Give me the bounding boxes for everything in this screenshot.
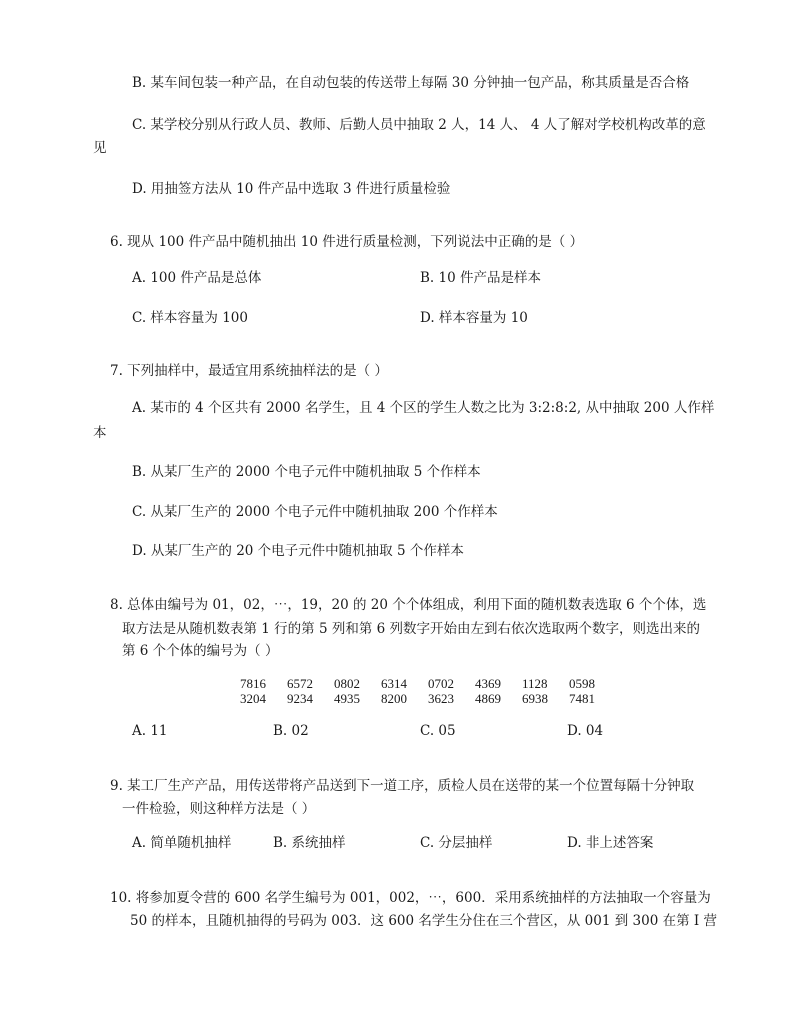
random-number-cell: 3623: [428, 691, 454, 706]
q8-stem-line1: 8. 总体由编号为 01，02，⋯，19，20 的 20 个个体组成，利用下面的随机数表选取 6 个个体，选: [110, 597, 707, 613]
q10-stem-line1: 10. 将参加夏令营的 600 名学生编号为 001，002，⋯，600．采用系统抽样的方法抽取一个容量为: [110, 890, 711, 906]
random-number-cell: 0598: [569, 676, 595, 691]
q6-stem: 6. 现从 100 件产品中随机抽出 10 件进行质量检测，下列说法中正确的是（ ）: [110, 234, 584, 250]
q8-option-d: D. 04: [567, 723, 604, 739]
q9-stem-line2: 一件检验，则这种样方法是（ ）: [122, 801, 316, 817]
q7-option-b: B. 从某厂生产的 2000 个电子元件中随机抽取 5 个作样本: [132, 464, 481, 480]
random-number-cell: 6938: [522, 691, 548, 706]
q9-option-b: B. 系统抽样: [273, 835, 346, 851]
q9-option-a: A. 简单随机抽样: [132, 835, 232, 851]
random-number-cell: 3204: [240, 691, 266, 706]
random-number-cell: 0702: [428, 676, 454, 691]
q5-option-c-line1: C. 某学校分别从行政人员、教师、后勤人员中抽取 2 人，14 人、 4 人了解对学校机构改革的意: [132, 117, 706, 133]
q8-stem-line2: 取方法是从随机数表第 1 行的第 5 列和第 6 列数字开始由左到右依次选取两个数字，则选出来的: [122, 621, 701, 637]
random-number-cell: 8200: [381, 691, 407, 706]
random-number-cell: 7816: [240, 676, 266, 691]
random-number-row-1: [240, 676, 616, 691]
random-number-cell: 4369: [475, 676, 501, 691]
q6-option-c: C. 样本容量为 100: [132, 310, 248, 326]
q7-option-a-line1: A. 某市的 4 个区共有 2000 名学生，且 4 个区的学生人数之比为 3:2:8:2, 从中抽取 200 人作样: [132, 400, 715, 416]
random-number-cell: 4935: [334, 691, 360, 706]
random-number-table: [240, 676, 616, 706]
q5-option-b: B. 某车间包装一种产品，在自动包装的传送带上每隔 30 分钟抽一包产品，称其质量是否合格: [132, 75, 690, 91]
q7-option-a-line2: 本: [93, 425, 107, 441]
q6-option-a: A. 100 件产品是总体: [132, 270, 262, 286]
q5-option-c-line2: 见: [93, 140, 107, 156]
random-number-cell: 6314: [381, 676, 407, 691]
random-number-row-2: [240, 691, 616, 706]
random-number-cell: 7481: [569, 691, 595, 706]
q7-stem: 7. 下列抽样中，最适宜用系统抽样法的是（ ）: [110, 363, 388, 379]
q10-stem-line2: 50 的样本，且随机抽得的号码为 003．这 600 名学生分住在三个营区，从 001 到 300 在第 I 营: [130, 913, 717, 929]
q8-stem-line3: 第 6 个个体的编号为（ ）: [122, 643, 279, 659]
q6-option-d: D. 样本容量为 10: [420, 310, 528, 326]
q9-option-c: C. 分层抽样: [420, 835, 493, 851]
q9-option-d: D. 非上述答案: [567, 835, 654, 851]
random-number-cell: 1128: [522, 676, 548, 691]
q7-option-d: D. 从某厂生产的 20 个电子元件中随机抽取 5 个作样本: [132, 543, 464, 559]
q8-option-c: C. 05: [420, 723, 456, 739]
random-number-cell: 9234: [287, 691, 313, 706]
q8-option-b: B. 02: [273, 723, 309, 739]
q8-option-a: A. 11: [132, 723, 168, 739]
q5-option-d: D. 用抽签方法从 10 件产品中选取 3 件进行质量检验: [132, 181, 451, 197]
q7-option-c: C. 从某厂生产的 2000 个电子元件中随机抽取 200 个作样本: [132, 504, 498, 520]
random-number-cell: 0802: [334, 676, 360, 691]
random-number-cell: 6572: [287, 676, 313, 691]
random-number-cell: 4869: [475, 691, 501, 706]
q9-stem-line1: 9. 某工厂生产产品，用传送带将产品送到下一道工序，质检人员在送带的某一个位置每隔十分钟取: [110, 778, 695, 794]
q6-option-b: B. 10 件产品是样本: [420, 270, 541, 286]
